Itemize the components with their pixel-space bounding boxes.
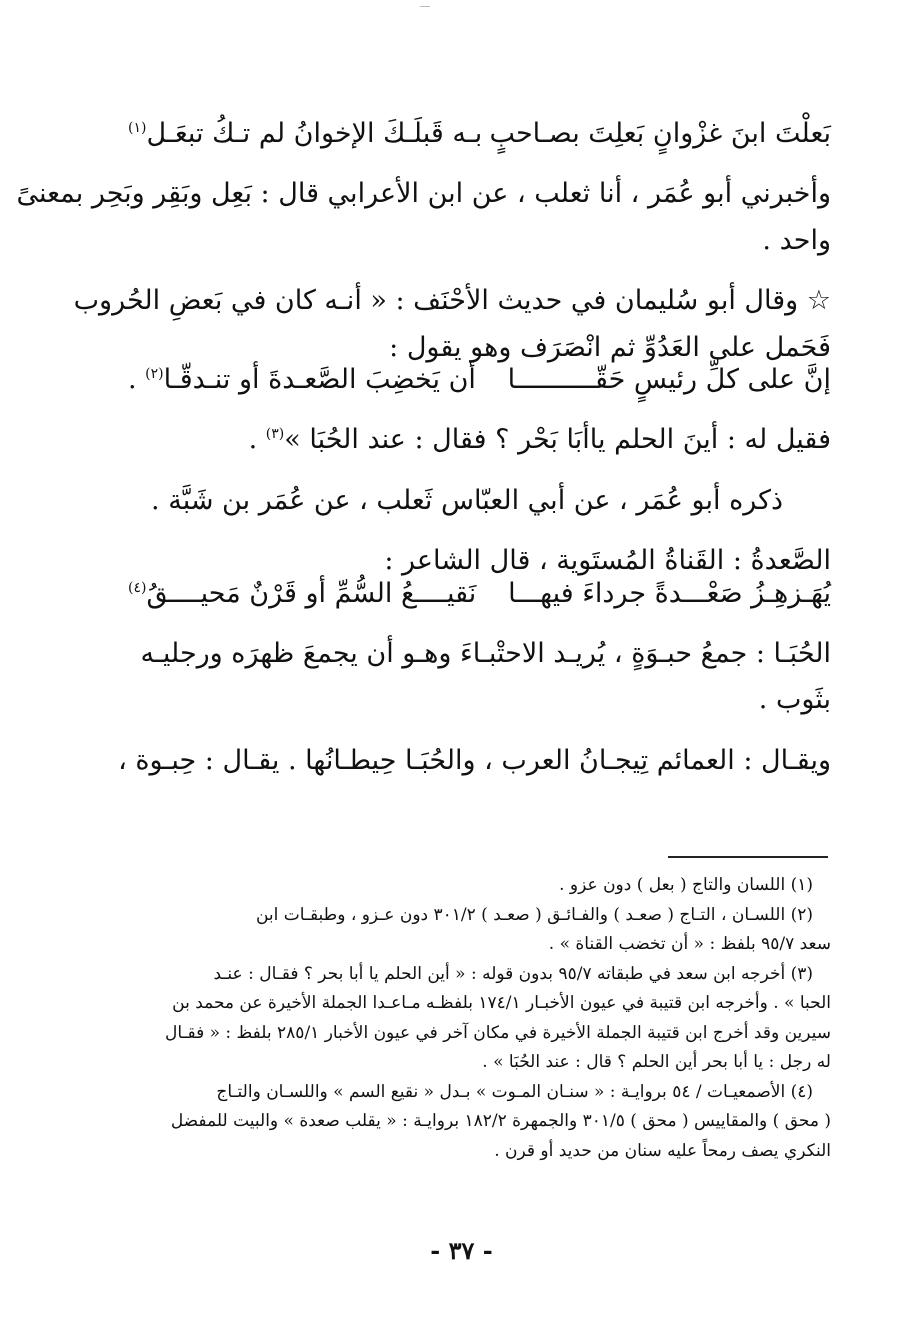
verse-second-hemistich [128,118,482,150]
footnote-continuation: سيرين وقد أخرج ابن قتيبة الجملة الأخيرة في مكان آخر في عيون الأخبار ٢٨٥/١ بلفظ : « فقـال [164,1022,831,1043]
footnote-continuation: ( محق ) والمقاييس ( محق ) ٣٠١/٥ والجمهرة ١٨٢/٢ بروايـة : « يقلب صعدة » والبيت للمفضل [170,1111,831,1132]
paragraph-line: وأخبرني أبو عُمَر ، أنا ثعلب ، عن ابن الأعرابي قال : بَعِل وبَقِر وبَحِر بمعنىً [16,178,831,210]
paragraph-line [128,424,831,456]
footnote-continuation: الحبا » . وأخرجه ابن قتيبة في عيون الأخبـار ١٧٤/١ بلفظـه مـاعـدا الجملة الأخيرة عن محمد بن [172,993,831,1014]
footnote-continuation: له رجل : يا أبا بحر أين الحلم ؟ قال : عند الحُبَا » . [482,1052,831,1073]
footnote-ref: (٤) [128,579,147,596]
footnote-ref: (٢) [145,365,164,382]
verse-second-hemistich [128,578,476,610]
verse-line [128,364,831,396]
footnote-ref: (١) [128,120,147,136]
line-text: فقيل له : أينَ الحلم ياأبَا بَحْر ؟ فقال : عند الحُبَا » [284,424,831,456]
line-end: . [248,424,266,456]
paragraph-line: ☆ وقال أبو سُليمان في حديث الأحْنَف : « أنـه كان في بَعضِ الحُروب [73,285,831,317]
footnote-divider [668,856,828,858]
footnote-continuation: سعد ٩٥/٧ بلفظ : « أن تخضب القناة » . [548,934,831,955]
verse-second-hemistich [128,364,476,396]
paragraph-line: الحُبَـا : جمعُ حبـوَةٍ ، يُريـد الاحتْبـاءَ وهـو أن يجمعَ ظهرَه ورجليـه [140,637,831,669]
footnotes [128,872,831,1167]
hemistich-text: بـه قَبلَـكَ الإخوانُ لم تـكُ تبعَـل [146,118,483,149]
paragraph-line: ويقـال : العمائم تِيجـانُ العرب ، والحُبَـا حِيطـانُها . يقـال : حِبـوة ، [118,744,831,776]
verse-first-hemistich: يُهَـزهِـزُ صَعْـــدةً جرداءَ فيهـــا [508,577,831,609]
footnote: (١) اللسان والتاج ( بعل ) دون عزو . [559,875,813,895]
footnote: (٤) الأصمعيـات / ٥٤ بروايـة : « سنـان المـوت » بـدل « نقيع السم » واللسـان والتـاج [216,1081,813,1102]
main-text [16,118,831,777]
footnote-continuation: النكري يصف رمحاً عليه سنان من حديد أو قرن . [494,1140,831,1161]
scan-mark [420,6,430,7]
page-number: - ٣٧ - [430,1236,493,1265]
paragraph-line: واحد . [762,224,831,256]
paragraph-line: ذكره أبو عُمَر ، عن أبي العبّاس ثَعلب ، عن عُمَر بن شَبَّة . [151,484,783,516]
verse-first-hemistich: بَعلْتَ ابنَ غزْوانٍ بَعلِتَ بصـاحبٍ [489,118,831,149]
paragraph-line: فَحَمل على العَدُوِّ ثم انْصَرَف وهو يقول : [389,331,831,363]
verse-line [128,118,831,150]
footnote: (٢) اللسـان ، التـاج ( صعـد ) والفـائـق ( صعـد ) ٣٠١/٢ دون عـزو ، وطبقـات ابن [255,904,813,925]
paragraph-line: بثَوب . [758,684,831,716]
hemistich-text: أن يَخضِبَ الصَّعـدةَ أو تنـدقّـا [163,363,476,395]
verse-line [128,578,831,610]
paragraph-line: الصَّعدةُ : القَناةُ المُستَوية ، قال الشاعر : [384,545,831,577]
verse-first-hemistich: إنَّ على كلِّ رئيسٍ حَقّــــــــــا [507,363,831,395]
verse-end-mark: . [128,363,146,395]
hemistich-text: نَقيــــعُ السُّمِّ أو قَرْنٌ مَحيــــقُ [146,577,477,609]
footnote: (٣) أخرجه ابن سعد في طبقاته ٩٥/٧ بدون قوله : « أين الحلم يا أبا بحر ؟ فقـال : عنـد [213,963,813,984]
footnote-ref: (٣) [265,426,285,443]
